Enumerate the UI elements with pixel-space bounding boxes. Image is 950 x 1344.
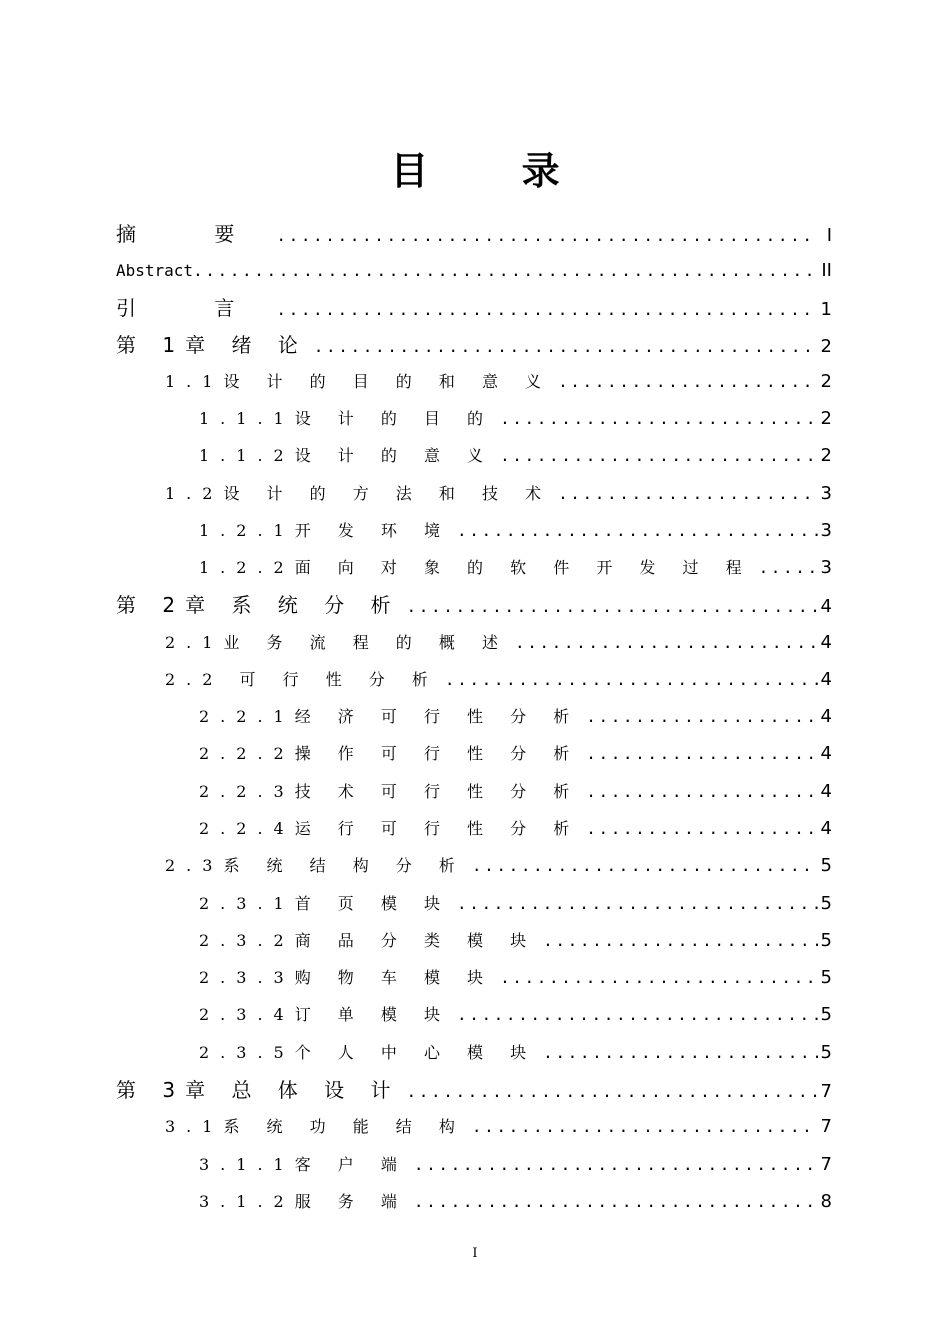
toc-entry-page: 3 <box>820 557 832 578</box>
toc-entry-page: 2 <box>820 408 832 429</box>
toc-entry-page: 7 <box>820 1081 832 1102</box>
toc-entry-label: 1.2设 计 的 方 法 和 技 术 <box>165 484 553 503</box>
toc-entry-chapter-2[interactable] <box>116 589 832 621</box>
toc-leader-dots <box>580 776 818 808</box>
toc-entry-label: 第 2章 系 统 分 析 <box>116 593 401 617</box>
toc-entry-label: 2.2.4运 行 可 行 性 分 析 <box>199 819 581 838</box>
toc-entry-label: 2.2.3技 术 可 行 性 分 析 <box>199 782 581 801</box>
toc-entry-label: 3.1系 统 功 能 结 构 <box>165 1117 466 1136</box>
toc-leader-dots <box>494 440 818 472</box>
toc-entry-section-3-1-2[interactable] <box>199 1186 832 1218</box>
toc-entry-section-2-1[interactable] <box>165 627 832 659</box>
toc-entry-page: 8 <box>820 1191 832 1212</box>
toc-leader-dots <box>466 1111 818 1143</box>
toc-entry-label: 第 1章 绪 论 <box>116 333 308 357</box>
toc-entry-label: 3.1.1客 户 端 <box>199 1155 408 1174</box>
toc-entry-label: 1.2.2面 向 对 象 的 软 件 开 发 过 程 <box>199 558 753 577</box>
toc-entry-section-1-1-1[interactable] <box>199 403 832 435</box>
toc-leader-dots <box>308 331 818 361</box>
toc-leader-dots <box>580 738 818 770</box>
toc-entry-page: 2 <box>820 336 832 357</box>
toc-entry-page: 7 <box>820 1116 832 1137</box>
toc-entry-section-2-3-4[interactable] <box>199 999 832 1031</box>
toc-leader-dots <box>270 220 818 250</box>
toc-entry-page: I <box>826 225 832 246</box>
toc-entry-abstract-en[interactable] <box>116 255 832 287</box>
toc-entry-section-2-2[interactable] <box>165 664 832 696</box>
toc-leader-dots <box>451 888 818 920</box>
toc-entry-page: 4 <box>820 632 832 653</box>
toc-entry-page: 4 <box>820 669 832 690</box>
toc-entry-page: 5 <box>820 855 832 876</box>
toc-entry-section-2-2-1[interactable] <box>199 701 832 733</box>
toc-entry-label: 2.3.3购 物 车 模 块 <box>199 968 495 987</box>
toc-leader-dots <box>753 552 818 584</box>
toc-entry-section-2-2-4[interactable] <box>199 813 832 845</box>
toc-entry-page: 1 <box>820 299 832 320</box>
toc-entry-chapter-3[interactable] <box>116 1074 832 1106</box>
toc-leader-dots <box>439 664 818 696</box>
toc-leader-dots <box>494 403 818 435</box>
toc-leader-dots <box>451 515 818 547</box>
toc-entry-label: 1.1.2设 计 的 意 义 <box>199 446 495 465</box>
toc-entry-page: 4 <box>820 781 832 802</box>
toc-leader-dots <box>193 255 818 287</box>
toc-entry-page: 4 <box>820 706 832 727</box>
toc-leader-dots <box>580 701 818 733</box>
toc-entry-page: II <box>821 260 832 281</box>
toc-entry-section-2-3-1[interactable] <box>199 888 832 920</box>
toc-entry-label: 2.3系 统 结 构 分 析 <box>165 856 466 875</box>
toc-entry-section-1-2[interactable] <box>165 478 832 510</box>
toc-entry-page: 5 <box>820 1004 832 1025</box>
toc-leader-dots <box>509 627 818 659</box>
toc-entry-section-1-2-2[interactable] <box>199 552 832 584</box>
toc-leader-dots <box>270 294 818 324</box>
toc-entry-page: 5 <box>820 930 832 951</box>
toc-leader-dots <box>451 999 818 1031</box>
page-title: 目 录 <box>390 149 600 193</box>
toc-leader-dots <box>466 850 818 882</box>
toc-entry-section-2-2-3[interactable] <box>199 776 832 808</box>
toc-entry-section-2-3[interactable] <box>165 850 832 882</box>
toc-entry-section-3-1-1[interactable] <box>199 1149 832 1181</box>
toc-entry-label: Abstract <box>116 261 194 280</box>
toc-entry-abstract-cn[interactable] <box>116 218 832 250</box>
toc-entry-page: 2 <box>820 371 832 392</box>
toc-entry-page: 4 <box>820 596 832 617</box>
toc-entry-label: 2.3.5个 人 中 心 模 块 <box>199 1043 538 1062</box>
toc-entry-label: 2.3.1首 页 模 块 <box>199 894 451 913</box>
toc-leader-dots <box>401 591 818 621</box>
toc-entry-page: 5 <box>820 893 832 914</box>
page-number-footer: I <box>472 1246 478 1261</box>
toc-entry-section-1-1-2[interactable] <box>199 440 832 472</box>
toc-leader-dots <box>537 1037 818 1069</box>
toc-entry-page: 4 <box>820 818 832 839</box>
toc-entry-page: 3 <box>820 483 832 504</box>
toc-entry-label: 2.2.1经 济 可 行 性 分 析 <box>199 707 581 726</box>
toc-entry-section-2-3-5[interactable] <box>199 1037 832 1069</box>
toc-leader-dots <box>580 813 818 845</box>
toc-entry-page: 5 <box>820 967 832 988</box>
toc-entry-section-1-2-1[interactable] <box>199 515 832 547</box>
toc-leader-dots <box>408 1149 818 1181</box>
toc-leader-dots <box>408 1186 818 1218</box>
toc-entry-section-1-1[interactable] <box>165 366 832 398</box>
toc-entry-label: 1.1.1设 计 的 目 的 <box>199 409 495 428</box>
toc-entry-label: 2.2 可 行 性 分 析 <box>165 670 439 689</box>
toc-entry-label: 第 3章 总 体 设 计 <box>116 1078 401 1102</box>
toc-entry-label: 3.1.2服 务 端 <box>199 1192 408 1211</box>
toc-entry-label: 2.3.2商 品 分 类 模 块 <box>199 931 538 950</box>
toc-entry-label: 2.2.2操 作 可 行 性 分 析 <box>199 744 581 763</box>
toc-leader-dots <box>537 925 818 957</box>
toc-entry-section-3-1[interactable] <box>165 1111 832 1143</box>
toc-entry-chapter-1[interactable] <box>116 329 832 361</box>
toc-entry-page: 5 <box>820 1042 832 1063</box>
toc-entry-introduction[interactable] <box>116 292 832 324</box>
toc-entry-page: 3 <box>820 520 832 541</box>
toc-entry-label: 1.1设 计 的 目 的 和 意 义 <box>165 372 553 391</box>
toc-entry-page: 4 <box>820 743 832 764</box>
toc-entry-label: 2.3.4订 单 模 块 <box>199 1005 451 1024</box>
toc-entry-page: 2 <box>820 445 832 466</box>
toc-entry-section-2-3-3[interactable] <box>199 962 832 994</box>
toc-leader-dots <box>494 962 818 994</box>
toc-leader-dots <box>552 478 818 510</box>
toc-leader-dots <box>552 366 818 398</box>
toc-entry-page: 7 <box>820 1154 832 1175</box>
toc-leader-dots <box>401 1076 818 1106</box>
toc-entry-section-2-3-2[interactable] <box>199 925 832 957</box>
toc-entry-section-2-2-2[interactable] <box>199 738 832 770</box>
toc-entry-label: 引 言 <box>116 296 271 320</box>
toc-entry-label: 1.2.1开 发 环 境 <box>199 521 451 540</box>
toc-entry-label: 摘 要 <box>116 222 271 246</box>
toc-entry-label: 2.1业 务 流 程 的 概 述 <box>165 633 509 652</box>
